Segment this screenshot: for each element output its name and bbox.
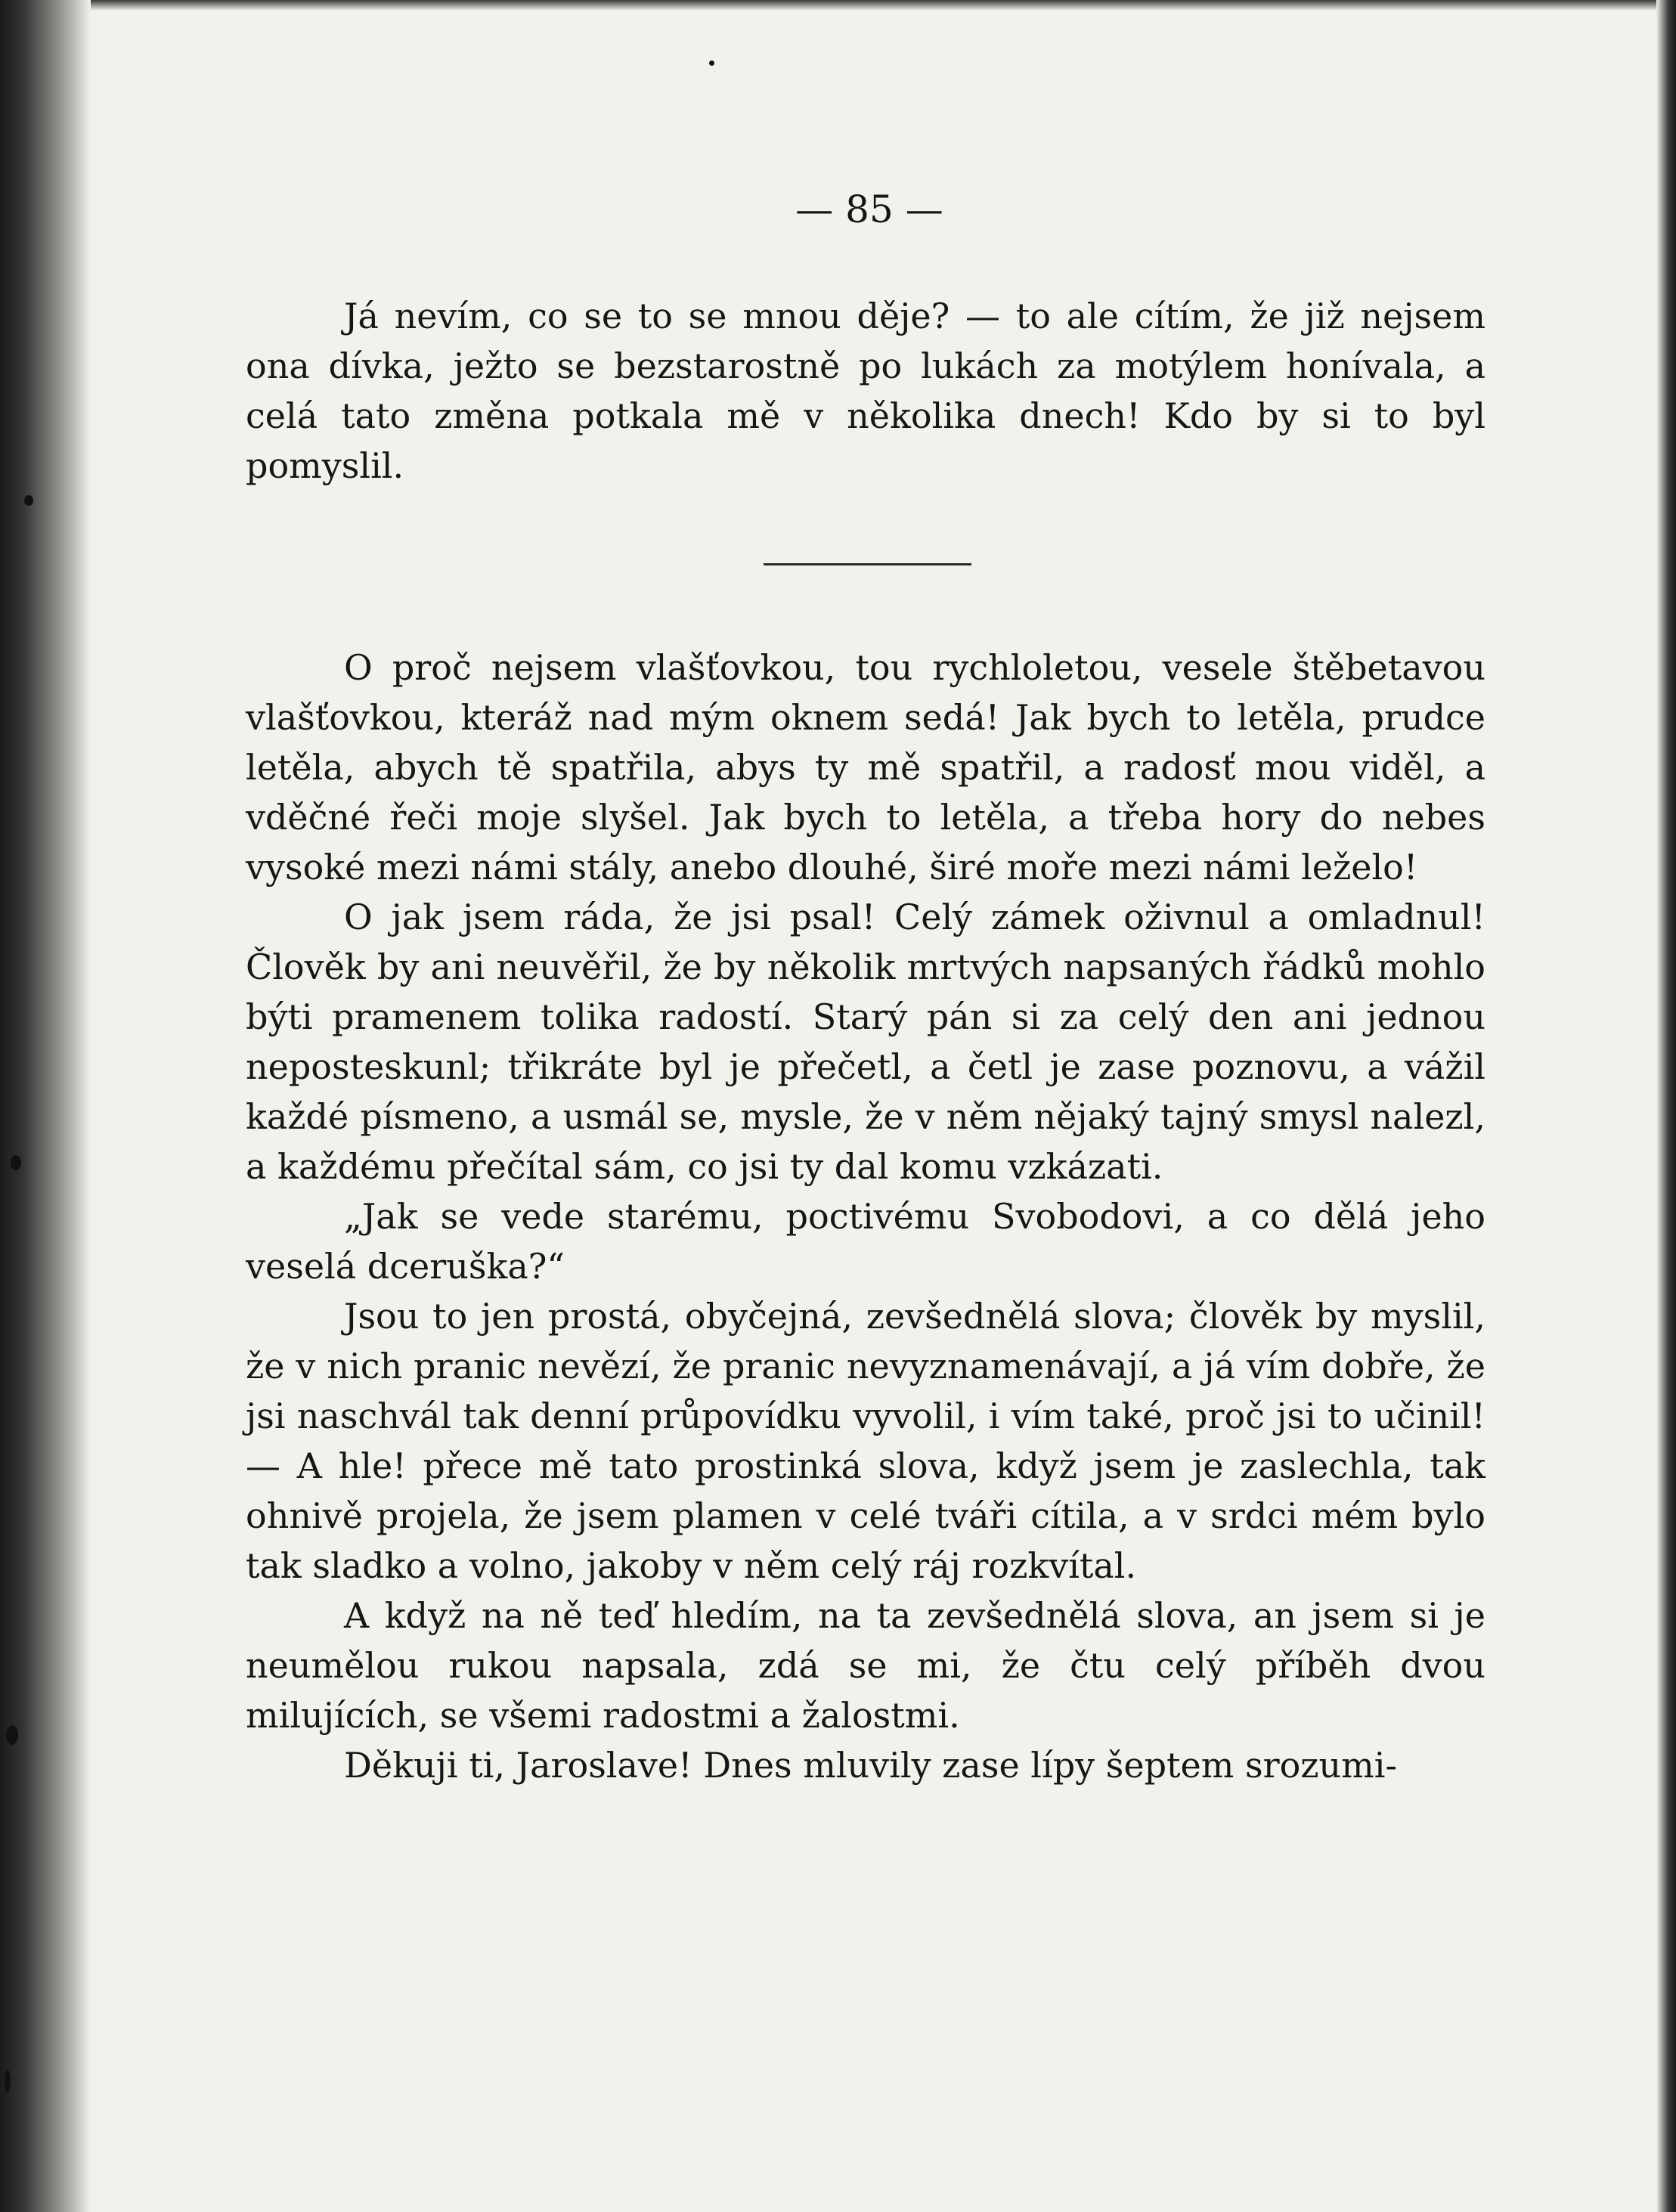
section-divider — [764, 563, 971, 565]
scan-speck — [24, 495, 33, 506]
text-block-2 — [246, 643, 1485, 1790]
scan-edge-right — [1656, 0, 1676, 2212]
paragraph: O proč nejsem vlašťovkou, tou rychloletou, vesele štěbetavou vlašťovkou, kteráž nad mým oknem sedá! Jak bych to letěla, prudce letěla, abych tě spatřila, abys ty mě spatřil, a radosť mou viděl, a vděčné řeči moje slyšel. Jak bych to letěla, a třeba hory do nebes vysoké mezi námi stály, anebo dlouhé, širé moře mezi námi leželo! — [246, 647, 1485, 888]
scan-edge-left — [0, 0, 91, 2212]
scan-speck — [11, 1155, 21, 1170]
paragraph: A když na ně teď hledím, na ta zevšednělá slova, an jsem si je neumělou rukou napsala, zdá se mi, že čtu celý příběh dvou milujících, se všemi radostmi a žalostmi. — [246, 1595, 1485, 1736]
text-block-1 — [246, 291, 1485, 491]
page-number: — 85 — — [795, 187, 943, 231]
paragraph: Děkuji ti, Jaroslave! Dnes mluvily zase lípy šeptem srozumi- — [344, 1745, 1398, 1786]
paragraph: O jak jsem ráda, že jsi psal! Celý zámek oživnul a omladnul! Člověk by ani neuvěřil, že by několik mrtvých napsaných řádků mohlo býti pramenem tolika radostí. Starý pán si za celý den ani jednou neposteskunl; třikráte byl je přečetl, a četl je zase poznovu, a vážil každé písmeno, a usmál se, mysle, že v něm nějaký tajný smysl nalezl, a každému přečítal sám, co jsi ty dal komu vzkázati. — [246, 897, 1485, 1187]
paragraph: Jsou to jen prostá, obyčejná, zevšednělá slova; člověk by myslil, že v nich pranic nevězí, že pranic nevyznamenávají, a já vím dobře, že jsi naschvál tak denní průpovídku vyvolil, i vím také, proč jsi to učinil! — A hle! přece mě tato prostinká slova, když jsem je zaslechla, tak ohnivě projela, že jsem plamen v celé tváři cítila, a v srdci mém bylo tak sladko a volno, jakoby v něm celý ráj rozkvítal. — [246, 1296, 1485, 1586]
scan-speck — [709, 60, 714, 66]
scan-speck — [5, 2070, 11, 2093]
scan-speck — [6, 1725, 18, 1745]
scan-edge-top — [0, 0, 1676, 11]
paragraph: Já nevím, co se to se mnou děje? — to ale cítím, že již nejsem ona dívka, ježto se bezstarostně po lukách za motýlem honívala, a celá tato změna potkala mě v několika dnech! Kdo by si to byl pomyslil. — [246, 296, 1485, 486]
paragraph: „Jak se vede starému, poctivému Svobodovi, a co dělá jeho veselá dceruška?“ — [246, 1196, 1485, 1287]
